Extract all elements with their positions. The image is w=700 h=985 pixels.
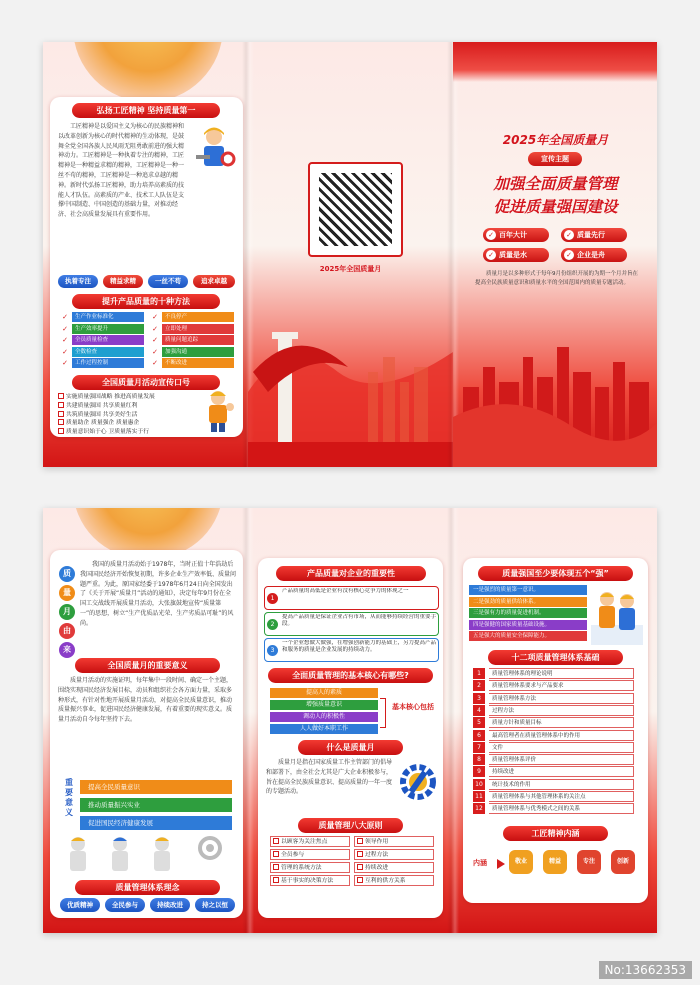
check-icon: ✓ xyxy=(58,347,72,357)
significance-bar-1: 提高全民质量意识 xyxy=(80,780,232,794)
pill-focus: 执着专注 xyxy=(58,275,98,288)
foundation-number: 12 xyxy=(473,803,485,814)
foundation-item xyxy=(473,766,634,778)
panel-back-left xyxy=(43,508,248,933)
back-middle-card xyxy=(258,558,443,918)
origin-body: 我国的质量月活动始于1978年，当时正值十年浩劫后我国国民经济开始恢复初期，许多企业生产效率低、质量问题严重。为此，原国家经委于1978年6月24日向全国发出了《关于开展“质量月”活动的通知》，决定每年9月份在全国工交战线开展质量月活动，大张旗鼓地宣传“质量第一”的思想，树立“生产优质品光荣、生产劣质品可耻”的风尚。 xyxy=(80,561,236,627)
slogan-item xyxy=(58,393,198,402)
concept-title: 质量管理体系理念 xyxy=(75,880,220,895)
foundation-item xyxy=(473,705,634,717)
principle-text: 管理的系统方法 xyxy=(281,865,322,871)
five-strong-item: 三是强有力的质量促进机制。 xyxy=(469,608,587,618)
five-strong-item: 二是强劲的质量供给体系。 xyxy=(469,597,587,607)
importance-item xyxy=(264,612,439,636)
checkbox-icon xyxy=(58,428,64,434)
principle-text: 持续改进 xyxy=(365,865,389,871)
worker-thumbs-up-illustration xyxy=(200,387,236,433)
check-icon: ✓ xyxy=(148,312,162,322)
methods-title: 提升产品质量的十种方法 xyxy=(72,294,220,309)
method-item xyxy=(58,324,144,334)
button-quality-water-label: 质量是水 xyxy=(499,251,527,259)
button-century-label: 百年大计 xyxy=(499,231,527,239)
checkbox-icon xyxy=(357,838,363,844)
importance-title: 产品质量对企业的重要性 xyxy=(276,566,426,581)
checkbox-icon xyxy=(58,402,64,408)
theme-label: 宣传主题 xyxy=(528,152,582,166)
panel-front-right xyxy=(453,42,657,467)
slogan-list xyxy=(58,393,198,437)
panel-front-left xyxy=(43,42,248,467)
core-label: 基本核心包括 xyxy=(392,703,434,711)
foundation-number: 2 xyxy=(473,680,485,691)
check-icon: ✓ xyxy=(58,312,72,322)
importance-text: 产品质量的高低是企业有没有核心竞争力的体现之一 xyxy=(282,588,409,594)
brochure-front-sheet xyxy=(43,42,657,467)
quality-month-note: 质量月是以多种形式于每年9月份组织开展的为期一个月并旨在提高全民族质量意识和质量水平的全国范围内的质量专题活动。 xyxy=(475,271,639,286)
foundation-number: 1 xyxy=(473,668,485,679)
five-strong-item: 五是强大的质量安全保障能力。 xyxy=(469,631,587,641)
core-title: 全面质量管理的基本核心有哪些? xyxy=(268,668,433,683)
principle-text: 过程方法 xyxy=(365,852,389,858)
checkbox-icon xyxy=(357,851,363,857)
importance-number-badge: 1 xyxy=(267,593,278,604)
button-quality-first xyxy=(561,228,627,242)
foundation-number: 8 xyxy=(473,754,485,765)
foundation-text: 质量管理体系评价 xyxy=(489,754,634,765)
panel-back-middle xyxy=(248,508,453,933)
flag-wave xyxy=(453,42,657,82)
principle-item xyxy=(270,836,350,847)
back-right-card xyxy=(463,558,648,903)
check-icon: ✓ xyxy=(58,335,72,345)
foundation-text: 持续改进 xyxy=(489,766,634,777)
foundation-number: 11 xyxy=(473,791,485,802)
check-icon: ✓ xyxy=(564,230,574,240)
checkbox-icon xyxy=(58,393,64,399)
button-quality-water xyxy=(483,248,549,262)
principle-text: 领导作用 xyxy=(365,839,389,845)
foundation-text: 统计技术的作用 xyxy=(489,779,634,790)
importance-number-badge: 2 xyxy=(267,619,278,630)
slogan-item xyxy=(58,419,198,428)
brochure-back-sheet xyxy=(43,508,657,933)
concept-3: 持续改进 xyxy=(150,898,190,912)
craft-arrow-label: 内涵 xyxy=(473,859,487,867)
method-item xyxy=(148,312,234,322)
foundation-item xyxy=(473,668,634,680)
foundation-item xyxy=(473,779,634,791)
origin-char: 量 xyxy=(59,585,75,601)
significance-body: 质量月活动的实施证明，每年集中一段时间、确定一个主题，围绕实现国民经济发展目标，动员和组织社会各方面力量，采取多种形式，有针对性地开展质量月活动，对提高全民质量意识，推动质量振兴事业，促进国民经济健康发展，有着重要的现实意义。质量月活动自今每年坚持下去。 xyxy=(58,677,233,724)
principle-item xyxy=(270,849,350,860)
front-left-card xyxy=(50,97,243,437)
foundation-text: 过程方法 xyxy=(489,705,634,716)
importance-text: 一个企业想做大做强，在增强创新能力的基础上，另力提高产品和服务的质量是企业发展的持续动力。 xyxy=(282,640,436,654)
method-label: 工作过程控制 xyxy=(75,360,109,367)
core-item: 调动人的积极性 xyxy=(270,712,378,722)
checkbox-icon xyxy=(273,838,279,844)
origin-char: 由 xyxy=(59,623,75,639)
importance-item xyxy=(264,638,439,662)
slogan-text: 质量助企 质量强企 质量惠企 xyxy=(66,420,140,427)
check-icon: ✓ xyxy=(148,347,162,357)
importance-number-badge: 3 xyxy=(267,645,278,656)
checkbox-icon xyxy=(357,877,363,883)
twelve-foundations-list xyxy=(473,668,638,818)
craftsman-title: 弘扬工匠精神 坚持质量第一 xyxy=(72,103,220,118)
foundation-text: 质量方针和质量目标 xyxy=(489,717,634,728)
method-label: 生产作业标准化 xyxy=(75,314,114,320)
significance-vertical-label: 重要意义 xyxy=(65,778,73,817)
what-body: 质量月是指在国家质量工作主管部门的倡导和部署下，由全社会尤其是广大企业积极参与，旨在提高全民族质量意识、提高质量的一年一度的专题活动。 xyxy=(266,759,393,796)
arrow-right-icon xyxy=(497,859,505,869)
foundation-item xyxy=(473,791,634,803)
panel-back-right xyxy=(453,508,657,933)
headline-1: 加强全面质量管理 xyxy=(493,175,618,193)
craft-1: 敬业 xyxy=(509,850,533,874)
foundation-text: 质量管理体系的理论说明 xyxy=(489,668,634,679)
principle-text: 互利的供方关系 xyxy=(365,878,406,884)
importance-text: 提高产品质量是保证企业占有市场，从而能够持续经营的重要手段。 xyxy=(282,614,436,628)
method-label: 立即处理 xyxy=(165,325,188,332)
method-label: 不良停产 xyxy=(165,314,188,320)
check-icon: ✓ xyxy=(58,358,72,368)
slogan-text: 共建质量强国 共享质量红利 xyxy=(66,402,138,409)
pill-excellence: 精益求精 xyxy=(103,275,143,288)
origin-char: 质 xyxy=(59,566,75,582)
core-item: 人人做好本职工作 xyxy=(270,724,378,734)
foundation-number: 7 xyxy=(473,742,485,753)
method-label: 加强沟通 xyxy=(165,348,188,355)
method-item xyxy=(58,347,144,357)
slogan-text: 实施质量强国战略 推进高质量发展 xyxy=(66,394,155,400)
method-label: 不断改进 xyxy=(165,360,188,367)
methods-grid xyxy=(58,312,236,370)
importance-item xyxy=(264,586,439,610)
what-title: 什么是质量月 xyxy=(298,740,403,755)
origin-vertical-title xyxy=(59,566,76,666)
slogan-text: 共筑质量强国 共享美好生活 xyxy=(66,411,138,418)
foundation-text: 文件 xyxy=(489,742,634,753)
pill-pursue: 追求卓越 xyxy=(193,275,235,288)
core-bracket xyxy=(380,698,386,728)
foundation-item xyxy=(473,730,634,742)
checkbox-icon xyxy=(58,411,64,417)
principle-item xyxy=(270,875,350,886)
slogan-item xyxy=(58,411,198,420)
foundation-item xyxy=(473,754,634,766)
check-icon: ✓ xyxy=(148,324,162,334)
concept-1: 优质精神 xyxy=(60,898,100,912)
foundation-text: 质量管理体系与优秀模式之间的关系 xyxy=(489,803,634,814)
core-item: 提高人的素质 xyxy=(270,688,378,698)
slogan-item xyxy=(58,428,198,437)
checkbox-icon xyxy=(273,851,279,857)
five-strong-list xyxy=(469,585,589,645)
five-strong-item: 一是强烈的质量第一意识。 xyxy=(469,585,587,595)
check-icon: ✓ xyxy=(564,250,574,260)
twelve-title: 十二项质量管理体系基础 xyxy=(488,650,623,665)
five-strong-item: 四是强健的国家质量基础设施。 xyxy=(469,620,587,630)
principle-item xyxy=(354,875,434,886)
principle-text: 全员参与 xyxy=(281,852,305,858)
principle-item xyxy=(354,836,434,847)
method-label: 生产效率提升 xyxy=(75,325,109,332)
worker-illustration xyxy=(192,125,236,171)
craft-2: 精益 xyxy=(543,850,567,874)
importance-list xyxy=(264,586,439,666)
foundation-text: 最高管理者在质量管理体系中的作用 xyxy=(489,730,634,741)
check-icon: ✓ xyxy=(486,250,496,260)
principle-item xyxy=(270,862,350,873)
slogan-title: 全国质量月活动宣传口号 xyxy=(72,375,220,390)
method-item xyxy=(148,347,234,357)
principle-item xyxy=(354,849,434,860)
concept-2: 全民参与 xyxy=(105,898,145,912)
foundation-item xyxy=(473,693,634,705)
five-strong-title: 质量强国至少要体现五个“强” xyxy=(478,566,633,581)
origin-char: 月 xyxy=(59,604,75,620)
craft-3: 专注 xyxy=(577,850,601,874)
significance-bar-2: 推动质量振兴实业 xyxy=(80,798,232,812)
headline-2: 促进质量强国建设 xyxy=(493,198,618,216)
checkbox-icon xyxy=(357,864,363,870)
check-icon: ✓ xyxy=(486,230,496,240)
foundation-number: 9 xyxy=(473,766,485,777)
landmark-ribbon-illustration xyxy=(248,312,453,467)
foundation-item xyxy=(473,680,634,692)
origin-char: 来 xyxy=(59,642,75,658)
gear-wrench-icon xyxy=(398,760,438,804)
principle-text: 基于事实的决策方法 xyxy=(281,878,334,884)
foundation-item xyxy=(473,717,634,729)
foundation-number: 10 xyxy=(473,779,485,790)
method-item xyxy=(58,358,144,368)
panel-front-middle xyxy=(248,42,453,467)
method-item xyxy=(148,335,234,345)
significance-bar-3: 促进国民经济健康发展 xyxy=(80,816,232,830)
core-list xyxy=(270,688,380,738)
check-icon: ✓ xyxy=(148,335,162,345)
figures-illustration xyxy=(60,834,236,878)
core-item: 增强质量意识 xyxy=(270,700,378,710)
button-enterprise-boat-label: 企业是舟 xyxy=(577,251,605,259)
method-item xyxy=(148,324,234,334)
method-item xyxy=(58,312,144,322)
method-label: 质量问题追踪 xyxy=(165,337,199,344)
foundation-item xyxy=(473,803,634,815)
significance-title: 全国质量月的重要意义 xyxy=(75,658,220,673)
foundation-number: 4 xyxy=(473,705,485,716)
city-skyline-illustration xyxy=(453,327,657,467)
qr-caption: 2025年全国质量月 xyxy=(319,265,382,273)
check-icon: ✓ xyxy=(58,324,72,334)
principle-text: 以顾客为关注焦点 xyxy=(281,839,328,845)
qr-code-placeholder xyxy=(319,173,392,246)
foundation-text: 质量管理体系方法 xyxy=(489,693,634,704)
foundation-number: 6 xyxy=(473,730,485,741)
checkbox-icon xyxy=(58,419,64,425)
method-label: 全员质量检查 xyxy=(75,337,109,344)
concept-4: 持之以恒 xyxy=(195,898,235,912)
eight-principles-grid xyxy=(270,836,435,914)
button-quality-first-label: 质量先行 xyxy=(577,231,605,239)
method-item xyxy=(148,358,234,368)
slogan-item xyxy=(58,402,198,411)
qr-frame xyxy=(308,162,403,257)
slogan-text: 质量意识始于心 卫质量落实于行 xyxy=(66,429,149,436)
craft-4: 创新 xyxy=(611,850,635,874)
principle-item xyxy=(354,862,434,873)
method-item xyxy=(58,335,144,345)
foundation-item xyxy=(473,742,634,754)
emblem-glow xyxy=(73,42,223,102)
engineers-illustration xyxy=(591,585,643,645)
image-number-watermark: No:13662353 xyxy=(599,961,692,979)
check-icon: ✓ xyxy=(148,358,162,368)
craft-title: 工匠精神内涵 xyxy=(503,826,608,841)
method-label: 全数检查 xyxy=(75,348,98,355)
foundation-number: 5 xyxy=(473,717,485,728)
foundation-number: 3 xyxy=(473,693,485,704)
button-century xyxy=(483,228,549,242)
year-title: 2025年全国质量月 xyxy=(502,133,609,147)
craftsman-body: 工匠精神是以爱国主义为核心的民族精神和以改革创新为核心的时代精神的生动体现，是鼓舞全党全国各族人民风雨无阻勇敢前进的强大精神动力。工匠精神是一种执着专注的精神，工匠精神是一种精益求精的精神，工匠精神是一种一丝不苟的精神，工匠精神是一种追求卓越的精神。新时代弘扬工匠精神，助力培养高素质的技能人才队伍。高素质的产业、技术工人队伍是支撑中国制造、中国创造的基础力量，对推动经济、社会高质量发展具有重要作用。 xyxy=(58,123,185,219)
button-enterprise-boat xyxy=(561,248,627,262)
foundation-text: 质量管理体系与其他管理体系的关注点 xyxy=(489,791,634,802)
checkbox-icon xyxy=(273,864,279,870)
eight-title: 质量管理八大原则 xyxy=(298,818,403,833)
checkbox-icon xyxy=(273,877,279,883)
foundation-text: 质量管理体系要求与产品要求 xyxy=(489,680,634,691)
back-left-card xyxy=(50,550,243,918)
pill-meticulous: 一丝不苟 xyxy=(148,275,188,288)
